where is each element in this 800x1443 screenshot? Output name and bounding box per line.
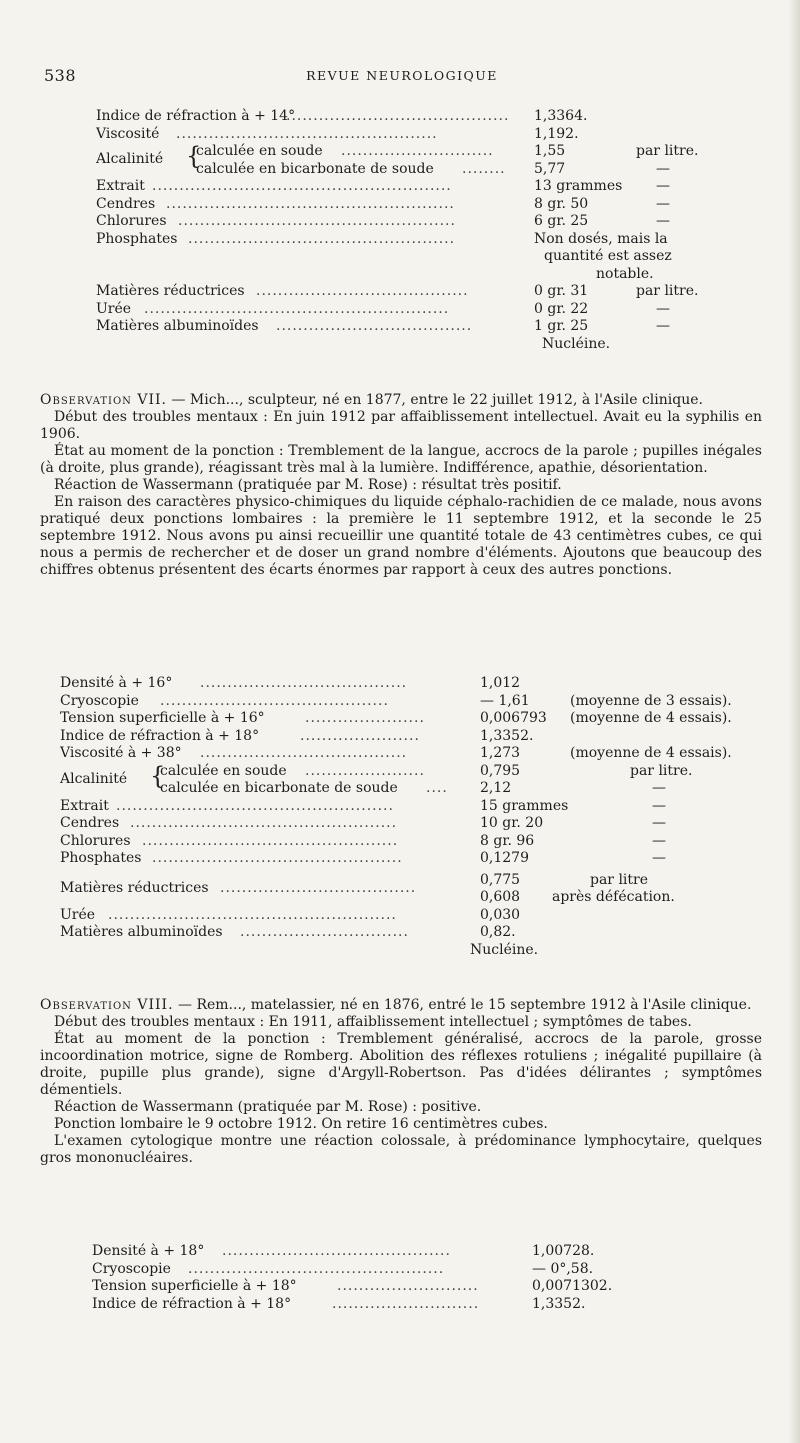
table-row: Matières albuminoïdes .................................... 1 gr. 25 — [96,318,670,334]
table-row: Indice de réfraction à + 18° ...................... 1,3352. [60,727,534,744]
table-row: Phosphates ................................................. Non dosés, mais la [96,230,668,247]
paragraph: En raison des caractères physico-chimiques du liquide céphalo-rachidien de ce malade, nous avons pratiqué deux ponctions lombaires : la première le 11 septembre 1912, et la seconde le 25 septembre 1912. Nous avons pu ainsi recueillir une quantité totale de 43 centimètres cubes, ce qui nous a permis de rechercher et de doser un grand nombre d'éléments. Ajoutons que beaucoup des chiffres obtenus présentent des écarts énormes par rapport à ceux des autres ponctions. [40,494,762,578]
page-number: 538 [44,66,77,85]
paragraph: Début des troubles mentaux : En juin 1912 par affaiblissement intellectuel. Avait eu la syphilis en 1906. [40,409,762,442]
table-row: Matières réductrices ....................................... 0 gr. 31 par litre. [96,283,699,299]
table-row: Indice de réfraction à + 18° ........................... 1,3352. [92,1295,586,1312]
table-row: Matières réductrices .................................... 0,775 par litre [60,871,649,896]
table-row: 0,608 après défécation. [480,889,675,905]
table-row: Urée ..................................................... 0,030 [60,906,521,923]
table-row: Tension superficielle à + 18° .......................... 0,0071302. [92,1278,613,1294]
table-3 [92,1243,692,1313]
paragraph: État au moment de la ponction : Tremblement généralisé, accrocs de la parole, grosse incoordination motrice, signe de Romberg. Abolition des réflexes rotuliens ; inégalité pupillaire (à droite, pupille plus grande), signe d'Argyll-Robertson. Pas d'idées délirantes ; symptômes démentiels. [40,1031,762,1098]
table-row: Nucléine. [470,941,539,958]
table-row: Alcalinité calculée en soude ...................... 0,795 par litre. [60,762,693,787]
table-row: calculée en bicarbonate de soude ........ 5,77 — [196,160,670,177]
observation-heading: Observation VIII. [40,997,174,1013]
observation-8: Observation VIII. — Rem..., matelassier, né en 1876, entré le 15 septembre 1912 à l'Asile clinique. Début des troubles mentaux : En 1911, affaiblissement intellectuel ; symptômes de tabes. État au moment de la ponction : Tremblement généralisé, accrocs de la parole, grosse incoordination motrice, signe de Romberg. Abolition des réflexes rotuliens ; inégalité pupillaire (à droite, pupille plus grande), signe d'Argyll-Robertson. Pas d'idées délirantes ; symptômes démentiels. Réaction de Wassermann (pratiquée par M. Rose) : positive. Ponction lombaire le 9 octobre 1912. On retire 16 centimètres cubes. L'examen cytologique montre une réaction colossale, à prédominance lymphocytaire, quelques gros mononucléaires. [40,997,762,1166]
table-row: Matières albuminoïdes ............................... 0,82. [60,924,516,940]
alcalinite-label: Alcalinité [96,151,164,167]
table-row: Densité à + 16° ...................................... 1,012 [60,675,521,691]
table-row: Phosphates .............................................. 0,1279 — [60,850,666,866]
paragraph: État au moment de la ponction : Tremblement de la langue, accrocs de la parole ; pupilles inégales (à droite, plus grande), réagissant très mal à la lumière. Indifférence, apathie, désorientation. [40,443,762,476]
observation-heading: Observation VII. [40,392,168,408]
paragraph: Ponction lombaire le 9 octobre 1912. On retire 16 centimètres cubes. [54,1116,548,1132]
table-row: Viscosité à + 38° ...................................... 1,273 (moyenne de 4 essais). [60,745,732,761]
table-row: notable. [596,265,654,282]
table-row: Nucléine. [542,335,611,352]
table-row: Extrait ....................................................... 13 grammes — [96,178,670,194]
paragraph: Réaction de Wassermann (pratiquée par M. Rose) : résultat très positif. [54,477,562,493]
table-row: Extrait ................................................... 15 grammes — [60,797,666,814]
table-row: quantité est assez [544,248,672,264]
page-edge-shadow [788,0,800,1443]
paragraph: Début des troubles mentaux : En 1911, affaiblissement intellectuel ; symptômes de tabes. [54,1014,692,1030]
brace-icon: { [150,762,166,790]
running-title: REVUE NEUROLOGIQUE [306,68,498,83]
table-2 [60,675,760,959]
table-row: Alcalinité calculée en soude ............................ 1,55 par litre. [96,143,699,167]
table-row: Tension superficielle à + 16° ...................... 0,006793 (moyenne de 4 essais). [60,710,732,726]
table-row: Cryoscopie ............................................... — 0°,58. [92,1260,594,1277]
table-row: Cryoscopie .......................................... — 1,61 (moyenne de 3 essais). [60,692,732,709]
table-row: Cendres ..................................................... 8 gr. 50 — [96,195,670,212]
table-row: Viscosité ................................................ 1,192. [96,125,579,142]
page-header [44,66,760,88]
brace-icon: { [186,142,202,170]
table-row: Urée ........................................................ 0 gr. 22 — [96,300,670,317]
paragraph: L'examen cytologique montre une réaction colossale, à prédominance lymphocytaire, quelques gros mononucléaires. [40,1133,762,1166]
table-row: Chlorures ................................................... 6 gr. 25 — [96,213,670,229]
alcalinite-label: Alcalinité [60,770,128,787]
table-row: Indice de réfraction à + 14° ......................................... 1,3364. [96,108,588,124]
observation-7: Observation VII. — Mich..., sculpteur, né en 1877, entre le 22 juillet 1912, à l'Asile clinique. Début des troubles mentaux : En juin 1912 par affaiblissement intellectuel. Avait eu la syphilis en 1906. État au moment de la ponction : Tremblement de la langue, accrocs de la parole ; pupilles inégales (à droite, plus grande), réagissant très mal à la lumière. Indifférence, apathie, désorientation. Réaction de Wassermann (pratiquée par M. Rose) : résultat très positif. En raison des caractères physico-chimiques du liquide céphalo-rachidien de ce malade, nous avons pratiqué deux ponctions lombaires : la première le 11 septembre 1912, et la seconde le 25 septembre 1912. Nous avons pu ainsi recueillir une quantité totale de 43 centimètres cubes, ce qui nous a permis de rechercher et de doser un grand nombre d'éléments. Ajoutons que beaucoup des chiffres obtenus présentent des écarts énormes par rapport à ceux des autres ponctions. [40,392,762,578]
table-row: calculée en bicarbonate de soude .... 2,12 — [160,780,666,796]
table-row: Densité à + 18° .......................................... 1,00728. [92,1243,595,1259]
table-row: Cendres ................................................. 10 gr. 20 — [60,815,666,831]
table-row: Chlorures ............................................... 8 gr. 96 — [60,832,666,849]
paragraph: Réaction de Wassermann (pratiquée par M. Rose) : positive. [54,1099,482,1115]
